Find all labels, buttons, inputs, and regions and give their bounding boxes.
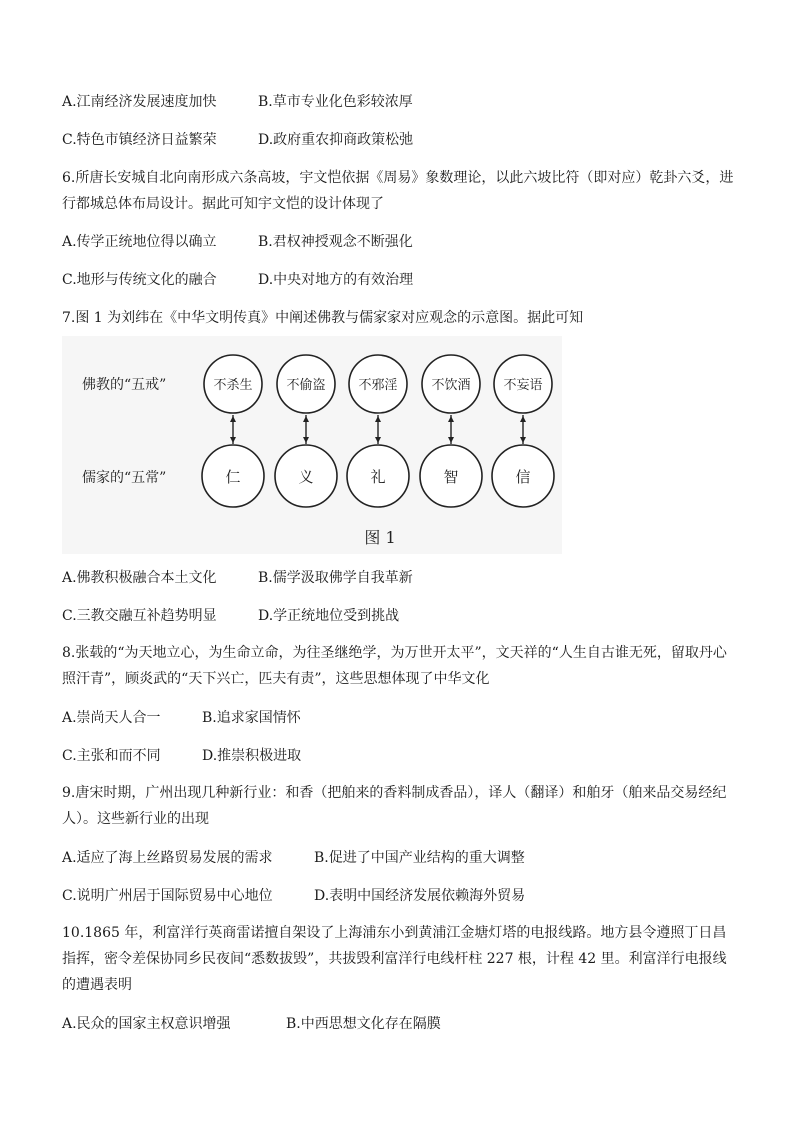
q5-option-a: A.江南经济发展速度加快 — [62, 94, 217, 110]
q9-option-a: A.适应了海上丝路贸易发展的需求 — [62, 850, 273, 866]
precept-label-5: 不妄语 — [503, 378, 543, 393]
q9-option-d: D.表明中国经济发展依赖海外贸易 — [314, 888, 526, 904]
q10-option-a: A.民众的国家主权意识增强 — [62, 1016, 231, 1032]
figure-caption: 图 1 — [364, 528, 396, 547]
q7-option-d: D.学正统地位受到挑战 — [258, 608, 400, 624]
five-precepts-diagram — [62, 336, 562, 554]
q7-option-a: A.佛教积极融合本土文化 — [62, 570, 217, 586]
q7-option-c: C.三教交融互补趋势明显 — [62, 608, 217, 624]
precept-label-3: 不邪淫 — [358, 378, 398, 393]
q6-option-c: C.地形与传统文化的融合 — [62, 272, 217, 288]
q6-option-d: D.中央对地方的有效治理 — [258, 272, 414, 288]
row1-label: 佛教的“五戒” — [82, 377, 167, 393]
q8-option-b: B.追求家国情怀 — [202, 710, 301, 726]
precept-node-3 — [349, 355, 407, 413]
q6-option-b: B.君权神授观念不断强化 — [258, 234, 413, 250]
precept-node-4 — [422, 355, 480, 413]
q8-stem: 8.张载的“为天地立心，为生命立命，为往圣继绝学，为万世开太平”，文天祥的“人生自古谁无死，留取丹心照汗青”，顾炎武的“天下兴亡，匹夫有责”，这些思想体现了中华文化 — [62, 645, 727, 687]
q10-option-b: B.中西思想文化存在隔膜 — [286, 1016, 441, 1032]
q5-option-c: C.特色市镇经济日益繁荣 — [62, 132, 217, 148]
q9-option-b: B.促进了中国产业结构的重大调整 — [314, 850, 525, 866]
q7-figure — [62, 336, 562, 554]
q5-option-d: D.政府重农抑商政策松弛 — [258, 132, 414, 148]
virtue-label-4: 智 — [443, 468, 459, 486]
virtue-node-1 — [202, 445, 264, 507]
q8-option-a: A.崇尚天人合一 — [62, 710, 161, 726]
q10-stem: 10.1865 年，利富洋行英商雷诺擅自架设了上海浦东小到黄浦江金塘灯塔的电报线路。地方县令遵照丁日昌指挥，密令差保协同乡民夜间“悉数拔毁”，共拔毁利富洋行电线杆柱 227 根，计程 42 里。利富洋行电报线的遭遇表明 — [62, 925, 727, 993]
q6-option-a: A.传学正统地位得以确立 — [62, 234, 217, 250]
virtue-node-4 — [420, 445, 482, 507]
virtue-label-1: 仁 — [225, 468, 241, 486]
q9-option-c: C.说明广州居于国际贸易中心地位 — [62, 888, 273, 904]
row2-label: 儒家的“五常” — [82, 470, 167, 486]
virtue-node-2 — [275, 445, 337, 507]
precept-label-1: 不杀生 — [213, 378, 253, 393]
virtue-node-5 — [492, 445, 554, 507]
q7-option-b: B.儒学汲取佛学自我革新 — [258, 570, 413, 586]
q5-option-b: B.草市专业化色彩较浓厚 — [258, 94, 413, 110]
precept-node-2 — [277, 355, 335, 413]
virtue-label-2: 义 — [298, 468, 314, 486]
virtue-label-3: 礼 — [370, 468, 386, 486]
virtue-label-5: 信 — [515, 468, 531, 486]
precept-label-4: 不饮酒 — [431, 378, 471, 393]
virtue-node-3 — [347, 445, 409, 507]
q9-stem: 9.唐宋时期，广州出现几种新行业：和香（把舶来的香料制成香品），译人（翻译）和舶牙（舶来品交易经纪人）。这些新行业的出现 — [62, 785, 727, 827]
q7-stem: 7.图 1 为刘纬在《中华文明传真》中阐述佛教与儒家家对应观念的示意图。据此可知 — [62, 310, 584, 326]
q6-stem: 6.所唐长安城自北向南形成六条高坡，宇文恺依据《周易》象数理论，以此六坡比符（即对应）乾卦六爻，进行都城总体布局设计。据此可知宇文恺的设计体现了 — [62, 170, 734, 212]
precept-label-2: 不偷盗 — [286, 378, 326, 393]
precept-node-5 — [494, 355, 552, 413]
q8-option-d: D.推崇积极进取 — [202, 748, 302, 764]
precept-node-1 — [204, 355, 262, 413]
q8-option-c: C.主张和而不同 — [62, 748, 161, 764]
